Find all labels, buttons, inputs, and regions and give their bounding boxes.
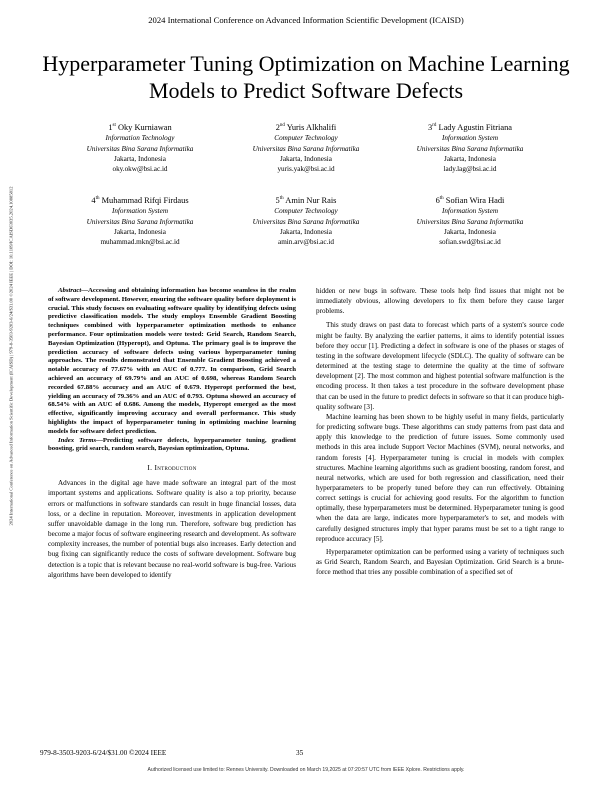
author-sup: th (279, 196, 284, 201)
author-sup: st (112, 123, 116, 128)
section-heading (48, 463, 296, 473)
paper-title: Hyperparameter Tuning Optimization on Machine Learning Models to Predict Software Defects (42, 51, 570, 103)
author-sup: nd (279, 123, 285, 128)
author-name: Amin Nur Rais (285, 195, 337, 205)
author-city: Jakarta, Indonesia (114, 155, 166, 164)
author-city: Jakarta, Indonesia (114, 228, 166, 237)
author-sup: th (439, 196, 444, 201)
author-ord: 4 (91, 195, 96, 205)
index-terms-label: Index Terms— (58, 436, 103, 444)
paragraph: This study draws on past data to forecast which parts of a system's source code might be faulty. By analyzing the earlier patterns, it aims to identify potential issues before they occur [1]. Predicting a defect in software is one of the phases or stages of testing in the software development lifecycle (SDLC). The quality of software can be determined at the testing stage to determine the quality at the time of software development [2]. The most common and highest potential software malfunction is the encoding process. It then takes a test procedure in the software development phase that can be used in the future to predict defects in software so that it can produce high-quality software [3]. (316, 321, 564, 411)
author-block (50, 121, 230, 175)
author-block (380, 121, 560, 175)
author-dept: Computer Technology (274, 207, 338, 216)
author-univ: Universitas Bina Sarana Informatika (416, 144, 524, 153)
author-univ: Universitas Bina Sarana Informatika (86, 217, 194, 226)
abstract-text: Accessing and obtaining information has become seamless in the realm of software development. However, ensuring the software quality before deployment is crucial. This study focuses on evaluating software quality by identifying defects using predictive classification models. The study employs Ensemble Gradient Boosting techniques combined with hyperparameter optimization methods to enhance performance. Four optimization models were tested: Grid Search, Random Search, Bayesian Optimization (Hyperopt), and Optuna. The primary goal is to improve the prediction accuracy of software defects using various hyperparameter tuning approaches. The results demonstrated that Ensemble Gradient Boosting achieved a notable accuracy of 77.67% with an AUC of 0.777. In comparison, Grid Search achieved an accuracy of 69.79% and an AUC of 0.698, whereas Random Search recorded 67.88% accuracy and an AUC of 0.679. Hyperopt performed the best, yielding an accuracy of 79.36% and an AUC of 0.793. Optuna showed an accuracy of 68.54% with an AUC of 0.686. Among the models, Hyperopt emerged as the most effective, significantly improving accuracy and overall performance. This study highlights the impact of hyperparameter tuning in optimizing machine learning models for software defect prediction. (48, 287, 296, 435)
index-terms (48, 437, 296, 455)
abstract (48, 287, 296, 437)
paragraph: hidden or new bugs in software. These tools help find issues that might not be immediately obvious, allowing developers to fix them before they cause larger problems. (316, 287, 564, 316)
author-ord: 5 (275, 195, 280, 205)
page-number: 35 (296, 749, 304, 757)
author-sup: th (95, 196, 100, 201)
author-block (50, 194, 230, 248)
author-sup: rd (432, 123, 437, 128)
author-email[interactable]: oky.okw@bsi.ac.id (112, 165, 168, 174)
author-dept: Information System (111, 207, 169, 216)
index-terms-text: Predicting software defects, hyperparameter tuning, gradient boosting, grid search, random search, Bayesian optimization, Optuna. (48, 436, 296, 453)
author-dept: Information System (441, 134, 499, 143)
author-name: Lady Agustin Fitriana (438, 122, 512, 132)
abstract-label: Abstract— (58, 287, 89, 294)
author-dept: Computer Technology (274, 134, 338, 143)
side-strip (0, 96, 22, 616)
side-strip-text: 2024 International Conference on Advanced Information Scientific Development (ICAISD) | 979-8-3503-9203-6/24/$31.00 ©2024 IEEE | DOI: 10.1109/ICAISD63035.2024.10885812 (8, 186, 14, 526)
author-name: Yuris Alkhalifi (286, 122, 337, 132)
author-email[interactable]: amin.arv@bsi.ac.id (278, 238, 334, 247)
author-city: Jakarta, Indonesia (280, 228, 332, 237)
footer-isbn: 979-8-3503-9203-6/24/$31.00 ©2024 IEEE (40, 749, 167, 757)
author-ord: 6 (435, 195, 440, 205)
author-email[interactable]: lady.lag@bsi.ac.id (443, 165, 497, 174)
author-block (216, 194, 396, 248)
author-univ: Universitas Bina Sarana Informatika (252, 144, 360, 153)
paragraph: Hyperparameter optimization can be performed using a variety of techniques such as Grid Search, Random Search, and Bayesian Optimization. Grid Search is a brute-force method that tries any possible combination of a specified set of (316, 547, 564, 577)
paragraph: Advances in the digital age have made software an integral part of the most important systems and applications. Software quality is also a top priority, because errors or malfunctions in software standards can result in huge financial losses, data loss, or a decline in reputation. Moreover, investments in application development suffer unavoidable damage in the long run. Therefore, software bug prediction has become a major focus of software engineering research and development. As software complexity increases, the number of potential bugs also increases. Early detection and bug fixing can significantly reduce the costs of software development. Software bug detection is a topic that is relevant because no real-world software is bug-free. Various algorithms have been developed to identify (48, 479, 296, 579)
author-email[interactable]: yuris.yak@bsi.ac.id (277, 165, 335, 174)
author-city: Jakarta, Indonesia (444, 228, 496, 237)
conference-header: 2024 International Conference on Advanced Information Scientific Development (ICAISD) (148, 15, 464, 25)
author-dept: Information Technology (105, 134, 175, 143)
license-notice: Authorized licensed use limited to: Rennes University. Downloaded on March 19,2025 at 07:20:57 UTC from IEEE Xplore. Restrictions apply. (147, 767, 465, 773)
author-block (380, 194, 560, 248)
author-email[interactable]: muhammad.mkn@bsi.ac.id (100, 238, 180, 247)
author-name: Oky Kurniawan (117, 122, 172, 132)
author-block (216, 121, 396, 175)
section-number: I. (147, 463, 153, 473)
right-column (316, 286, 564, 577)
paragraph: Machine learning has been shown to be highly useful in many fields, particularly for predicting software bugs. These algorithms can study patterns from past data and apply this knowledge to the prediction of future issues. Some commonly used methods in this area include Support Vector Machines (SVM), neural networks, and random forests [4]. Hyperparameter tuning is crucial in models with complex structures. Machine learning algorithms such as gradient boosting, random forest, and neural networks, which are used for both regression and classification, need their hyperparameters to be properly tuned before they can run effectively. Obtaining correct settings is crucial for achieving good results. For the algorithm to function optimally, these hyperparameters must be determined. Hyperparameter tuning is good when the data are large, indicates more hyperparameter's to set, and models with carefully designed structures imply that hyper params must be set to a tight range to reproduce accuracy [5]. (316, 412, 564, 543)
author-ord: 3 (428, 122, 433, 132)
author-univ: Universitas Bina Sarana Informatika (86, 144, 194, 153)
section-title: Introduction (154, 463, 197, 473)
author-name: Muhammad Rifqi Firdaus (101, 195, 189, 205)
author-ord: 1 (108, 122, 113, 132)
author-ord: 2 (275, 122, 280, 132)
author-city: Jakarta, Indonesia (280, 155, 332, 164)
left-column (48, 287, 296, 580)
author-univ: Universitas Bina Sarana Informatika (416, 217, 524, 226)
author-dept: Information System (441, 207, 499, 216)
author-email[interactable]: sofian.swd@bsi.ac.id (439, 238, 501, 247)
author-name: Sofian Wira Hadi (445, 195, 505, 205)
author-city: Jakarta, Indonesia (444, 155, 496, 164)
author-univ: Universitas Bina Sarana Informatika (252, 217, 360, 226)
